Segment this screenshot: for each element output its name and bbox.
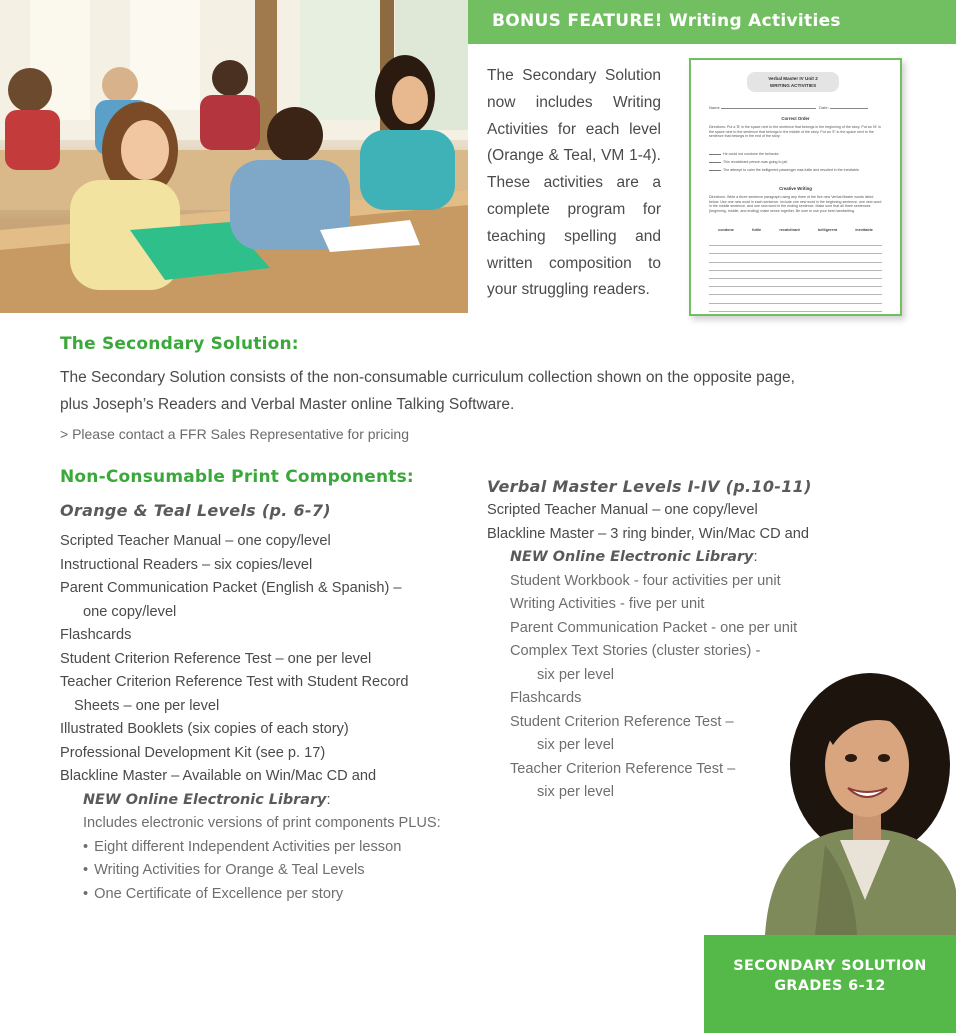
list-item: Instructional Readers – six copies/level <box>60 556 313 573</box>
list-item: Professional Development Kit (see p. 17) <box>60 744 326 761</box>
list-item: Student Workbook - four activities per unit <box>510 572 781 589</box>
orange-teal-components-list <box>60 530 480 906</box>
student-photo <box>745 670 956 935</box>
list-item: Illustrated Booklets (six copies of each story) <box>60 721 349 737</box>
list-item: Writing Activities - five per unit <box>510 596 705 612</box>
badge-line: GRADES 6-12 <box>774 978 886 994</box>
list-item: Student Criterion Reference Test – one per level <box>60 650 372 667</box>
list-item: six per level <box>537 737 615 753</box>
list-item: Parent Communication Packet - one per unit <box>510 619 798 636</box>
list-item: Scripted Teacher Manual – one copy/level <box>487 502 758 518</box>
writing-activities-worksheet <box>689 58 902 316</box>
list-item: Parent Communication Packet (English & Spanish) – <box>60 580 402 596</box>
bonus-feature-title: BONUS FEATURE! Writing Activities <box>492 11 841 31</box>
list-item: Sheets – one per level <box>74 697 220 714</box>
secondary-solution-heading: The Secondary Solution: <box>60 334 299 354</box>
classroom-photo <box>0 0 468 313</box>
bullet-item: • Eight different Independent Activities per lesson <box>60 836 480 860</box>
badge-line: SECONDARY SOLUTION <box>733 958 927 974</box>
list-item: Teacher Criterion Reference Test – <box>510 760 736 777</box>
bonus-description: The Secondary Solution now includes Writing Activities for each level (Orange & Teal, VM 1-4). These activities are a complete program for teaching spelling and written composition to your struggling readers. <box>487 67 661 299</box>
worksheet-item: He could not condone the behavior. <box>709 152 882 157</box>
verbal-master-heading: Verbal Master Levels I-IV (p.10-11) <box>487 477 812 496</box>
list-item: NEW Online Electronic Library: <box>83 791 331 808</box>
list-item: six per level <box>537 666 615 683</box>
worksheet-directions: Directions: Put a 'B' in the space next to the sentence that belongs in the beginning of the story. Put an 'M' in the space next to the sentence that belongs in the middle of the story. Put an 'E' in the space next to the sentence that belongs in the end of the story. <box>709 125 881 139</box>
list-item: Includes electronic versions of print components PLUS: <box>83 815 441 831</box>
worksheet-writing-lines <box>709 238 882 312</box>
list-item: Flashcards <box>60 627 132 643</box>
list-item: six per level <box>537 784 615 800</box>
list-item: NEW Online Electronic Library: <box>510 549 758 565</box>
worksheet-item: This recalcitrant person was going to jail. <box>709 160 882 165</box>
online-library-label: NEW Online Electronic Library <box>83 791 327 808</box>
worksheet-section-title: Creative Writing <box>779 186 812 191</box>
worksheet-name-date: Name Date: <box>709 104 884 110</box>
list-item: Teacher Criterion Reference Test with Student Record <box>60 674 409 690</box>
worksheet-title: Verbal Master IV Unit 2 WRITING ACTIVITIES <box>747 72 839 92</box>
list-item: Flashcards <box>510 690 582 706</box>
list-item: one copy/level <box>83 603 177 620</box>
online-library-label: NEW Online Electronic Library <box>510 549 754 565</box>
print-components-heading: Non-Consumable Print Components: <box>60 467 414 487</box>
secondary-solution-description: The Secondary Solution consists of the non-consumable curriculum collection shown on the opposite page, plus Joseph’s Readers and Verbal Master online Talking Software. <box>60 369 795 413</box>
list-item: Blackline Master – 3 ring binder, Win/Mac CD and <box>487 525 810 542</box>
list-item: Complex Text Stories (cluster stories) - <box>510 643 761 659</box>
bonus-feature-banner <box>468 0 956 44</box>
list-item: Student Criterion Reference Test – <box>510 713 734 730</box>
worksheet-section-title: Correct Order <box>781 116 810 121</box>
worksheet-word-list: condone futile recalcitrant belligerent inevitable <box>718 228 873 232</box>
bullet-item: • Writing Activities for Orange & Teal Levels <box>60 859 480 883</box>
worksheet-directions: Directions: Write a three sentence paragraph using any three of the five new Verbal Master words listed below. Use one new word in each sentence. Include one new word in the beginning sentence, one new word in the middle sentence, and one new word in the ending sentence. Make sure that all three sentences (beginning, middle, and ending) make sense together. Be sure to use your best handwriting. <box>709 195 882 213</box>
orange-teal-heading: Orange & Teal Levels (p. 6-7) <box>60 501 331 520</box>
bullet-item: • One Certificate of Excellence per story <box>60 883 480 907</box>
pricing-note: > Please contact a FFR Sales Representative for pricing <box>60 426 410 442</box>
list-item: Blackline Master – Available on Win/Mac CD and <box>60 768 377 784</box>
grades-badge <box>704 935 956 1033</box>
list-item: Scripted Teacher Manual – one copy/level <box>60 533 331 549</box>
worksheet-item: The attempt to calm the belligerent passenger was futile and resulted in the inevitable. <box>709 168 882 173</box>
